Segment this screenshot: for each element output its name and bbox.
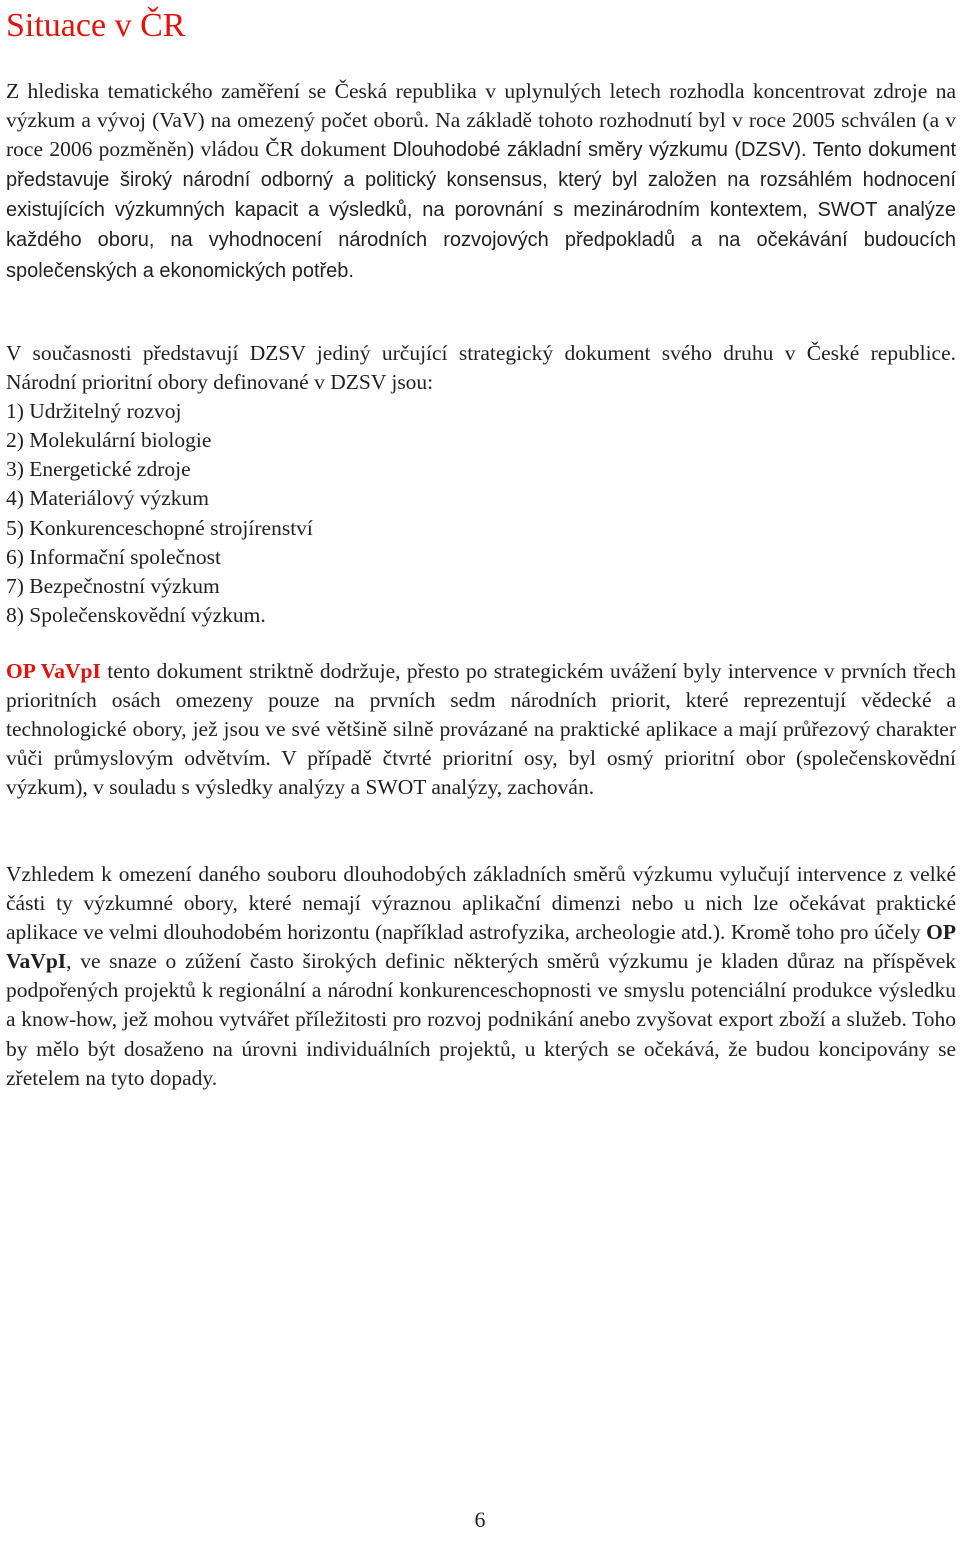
- priority-item: 7) Bezpečnostní výzkum: [6, 573, 220, 598]
- priority-item: 8) Společenskovědní výzkum.: [6, 602, 266, 627]
- priorities-intro: V současnosti představují DZSV jediný určující strategický dokument svého druhu v České republice. Národní prioritní obory definované v DZSV jsou:: [6, 341, 956, 395]
- intro-paragraph: [6, 77, 956, 286]
- priority-item: 6) Informační společnost: [6, 544, 221, 569]
- priorities-list: [6, 397, 956, 630]
- priorities-paragraph: [6, 339, 956, 630]
- page-title: Situace v ČR: [6, 7, 186, 44]
- scope-paragraph: [6, 860, 956, 1093]
- op-vavpi-paragraph: [6, 657, 956, 802]
- op-vavpi-text: tento dokument striktně dodržuje, přesto po strategickém uvážení byly intervence v prvních třech prioritních osách omezeny pouze na prvních sedm národních priorit, které reprezentují vědecké a technologické obory, jež jsou ve své většině silně provázané na praktické aplikace a mají průřezový charakter vůči průmyslovým odvětvím. V případě čtvrté prioritní osy, byl osmý prioritní obor (společenskovědní výzkum), v souladu s výsledky analýzy a SWOT analýzy, zachován.: [6, 659, 956, 800]
- priority-item: 2) Molekulární biologie: [6, 428, 212, 453]
- priority-item: 5) Konkurenceschopné strojírenství: [6, 515, 313, 540]
- priority-item: 4) Materiálový výzkum: [6, 486, 210, 511]
- intro-paragraph-part1: Z hlediska tematického zaměření se Česká republika v uplynulých letech rozhodla koncentrovat zdroje na výzkum a vývoj (VaV) na omezený počet oborů. Na základě tohoto rozhodnutí byl v roce 2005 schválen (a v roce 2006 pozměněn) vládou ČR dokument: [6, 79, 956, 162]
- scope-paragraph-part2: , ve snaze o zúžení často širokých definic některých směrů výzkumu je kladen důraz na příspěvek podpořených projektů k regionální a národní konkurenceschopnosti ve smyslu potenciální produkce výsledku a know-how, jež mohou vytvářet příležitosti pro rozvoj podnikání anebo zvyšovat export zboží a služeb. Toho by mělo být dosaženo na úrovni individuálních projektů, u kterých se očekává, že budou koncipovány se zřetelem na tyto dopady.: [6, 949, 956, 1090]
- intro-paragraph-part2: Dlouhodobé základní směry výzkumu (DZSV). Tento dokument představuje široký národní odborný a politický konsensus, který byl založen na rozsáhlém hodnocení existujících výzkumných kapacit a výsledků, na porovnání s mezinárodním kontextem, SWOT analýze každého oboru, na vyhodnocení národních rozvojových předpokladů a na očekávání budoucích společenských a ekonomických potřeb.: [6, 139, 956, 282]
- page-number: 6: [474, 1507, 486, 1532]
- priority-item: 3) Energetické zdroje: [6, 457, 191, 482]
- priority-item: 1) Udržitelný rozvoj: [6, 399, 182, 424]
- scope-paragraph-part1: Vzhledem k omezení daného souboru dlouhodobých základních směrů výzkumu vylučují intervence z velké části ty výzkumné obory, které nemají výraznou aplikační dimenzi nebo u nich lze očekávat praktické aplikace ve velmi dlouhodobém horizontu (například astrofyzika, archeologie atd.). Kromě toho pro účely: [6, 862, 956, 945]
- scope-paragraph-emphasis: OP VaVpI: [6, 920, 956, 974]
- op-vavpi-emphasis: OP VaVpI: [6, 659, 101, 683]
